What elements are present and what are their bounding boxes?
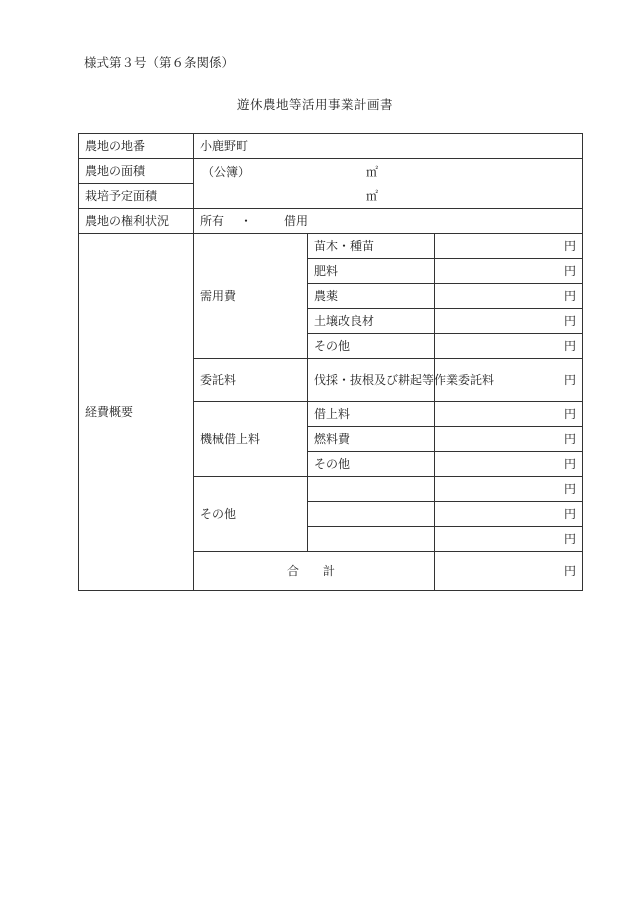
parcel-row: [79, 134, 583, 159]
expense-item: 燃料費: [308, 427, 435, 452]
option-separator: ・: [240, 214, 253, 228]
expense-item: 土壌改良材: [308, 309, 435, 334]
expense-amount[interactable]: 円: [435, 334, 583, 359]
land-area-label: 農地の面積: [79, 159, 194, 184]
expense-amount[interactable]: 円: [435, 359, 583, 402]
expense-amount[interactable]: 円: [435, 452, 583, 477]
expense-amount[interactable]: 円: [435, 427, 583, 452]
expense-item: 農薬: [308, 284, 435, 309]
expense-amount[interactable]: 円: [435, 309, 583, 334]
expense-item: 借上料: [308, 402, 435, 427]
total-amount[interactable]: 円: [435, 552, 583, 591]
expense-row: [79, 234, 583, 259]
document-title: 遊休農地等活用事業計画書: [236, 97, 393, 112]
expense-item-blank[interactable]: [308, 477, 435, 502]
expense-amount[interactable]: 円: [435, 259, 583, 284]
business-plan-table: [78, 133, 583, 591]
expense-amount[interactable]: 円: [435, 477, 583, 502]
option-leased[interactable]: 借用: [284, 214, 309, 228]
cultivation-area-label: 栽培予定面積: [79, 184, 194, 209]
cultivation-area-entry: [194, 184, 582, 208]
area-values-cell[interactable]: [194, 159, 583, 209]
rights-options[interactable]: [194, 209, 583, 234]
cultivation-area-unit: ㎡: [366, 188, 379, 203]
expense-amount[interactable]: 円: [435, 527, 583, 552]
expense-group-supplies: 需用費: [194, 234, 308, 359]
rights-row: [79, 209, 583, 234]
expense-amount[interactable]: 円: [435, 402, 583, 427]
expense-group-consignment: 委託料: [194, 359, 308, 402]
expense-item: その他: [308, 334, 435, 359]
expenses-label: 経費概要: [79, 234, 194, 591]
rights-label: 農地の権利状況: [79, 209, 194, 234]
total-label: 合 計: [194, 552, 435, 591]
form-number: 様式第３号（第６条関係）: [84, 55, 235, 70]
land-area-entry: [194, 160, 582, 184]
land-area-unit: ㎡: [366, 164, 379, 179]
land-area-row: [79, 159, 583, 184]
expense-item: 肥料: [308, 259, 435, 284]
expense-item: 伐採・抜根及び耕起等作業委託料: [308, 359, 435, 402]
parcel-value[interactable]: 小鹿野町: [194, 134, 583, 159]
expense-item: 苗木・種苗: [308, 234, 435, 259]
expense-item-blank[interactable]: [308, 527, 435, 552]
expense-group-machinery: 機械借上料: [194, 402, 308, 477]
expense-group-other: その他: [194, 477, 308, 552]
parcel-label: 農地の地番: [79, 134, 194, 159]
expense-item-blank[interactable]: [308, 502, 435, 527]
registry-label: （公簿）: [202, 164, 251, 179]
expense-amount[interactable]: 円: [435, 284, 583, 309]
expense-amount[interactable]: 円: [435, 234, 583, 259]
option-owned[interactable]: 所有: [200, 214, 225, 228]
expense-item: その他: [308, 452, 435, 477]
expense-amount[interactable]: 円: [435, 502, 583, 527]
